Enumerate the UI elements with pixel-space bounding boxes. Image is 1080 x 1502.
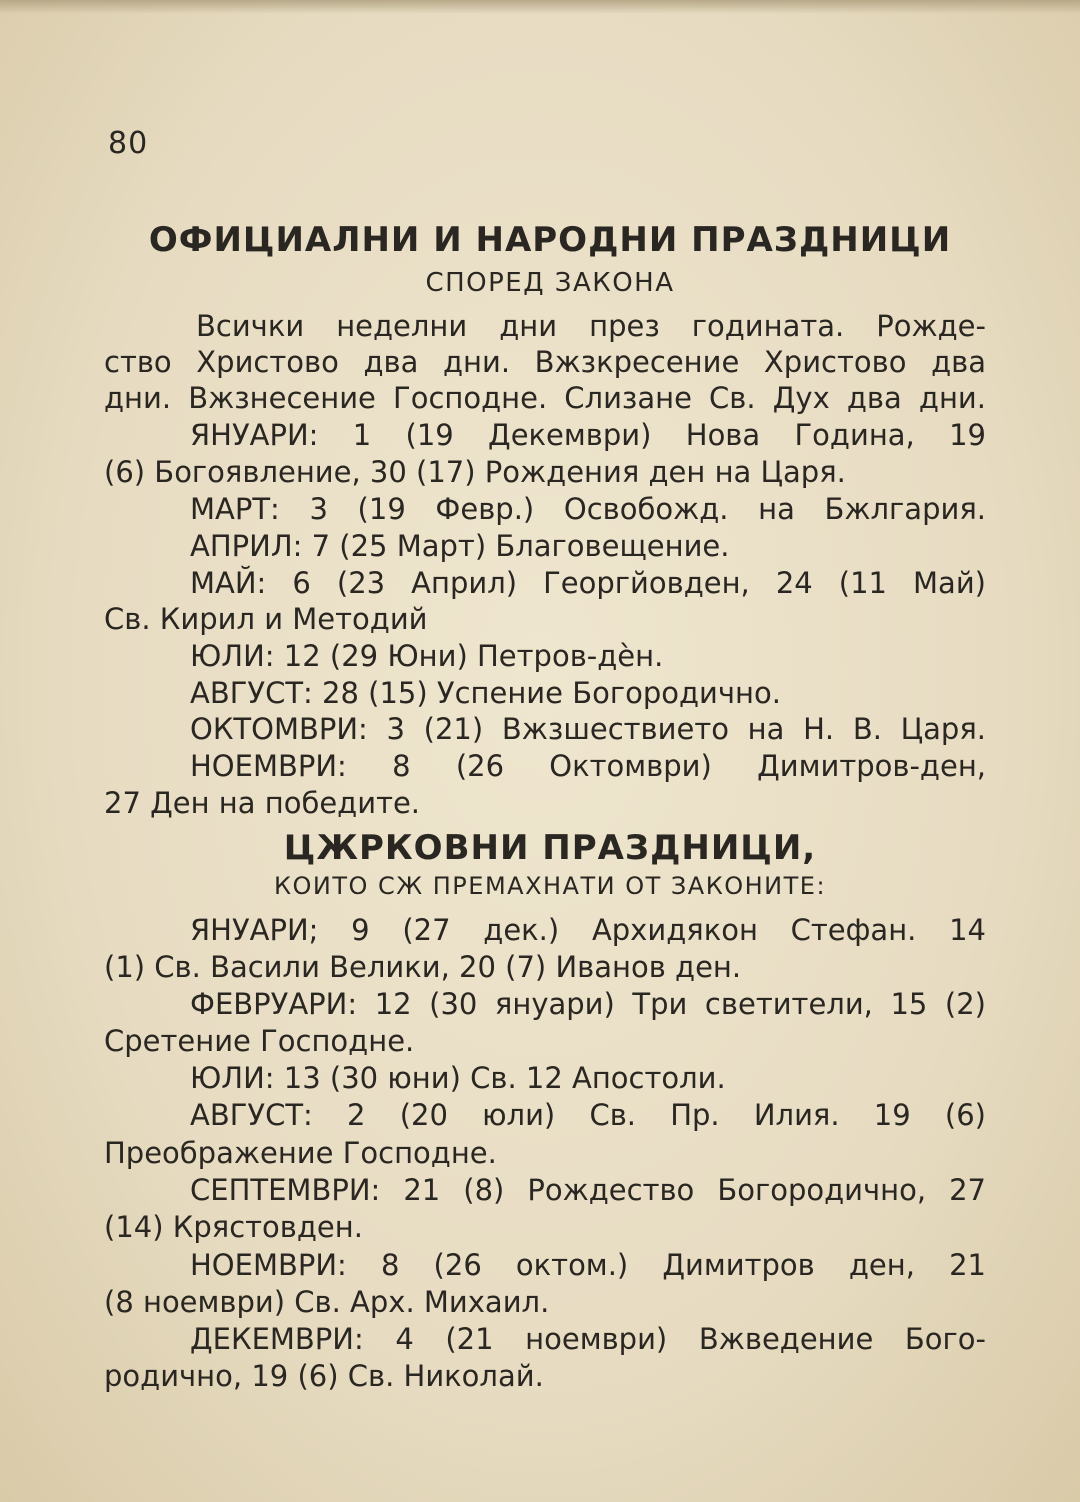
section2-line: АВГУСТ: 2 (20 юли) Св. Пр. Илия. 19 (6) (190, 1098, 986, 1132)
section2-line: Преображение Господне. (104, 1136, 497, 1170)
section1-line: ЮЛИ: 12 (29 Юни) Петров-дѐн. (190, 639, 664, 673)
section1-subtitle: СПОРЕД ЗАКОНА (425, 268, 675, 298)
section2-line: ЮЛИ: 13 (30 юни) Св. 12 Апостоли. (190, 1061, 726, 1095)
section2-line: ФЕВРУАРИ: 12 (30 януари) Три светители, 15 (2) (190, 987, 986, 1021)
section2-line: родично, 19 (6) Св. Николай. (104, 1359, 544, 1393)
section1-line: ЯНУАРИ: 1 (19 Декември) Нова Година, 19 (190, 418, 986, 452)
page-top-edge (0, 0, 1080, 14)
section1-line: 27 Ден на победите. (104, 786, 421, 820)
section2-line: Сретение Господне. (104, 1024, 415, 1058)
section1-title: ОФИЦИАЛНИ И НАРОДНИ ПРАЗДНИЦИ (148, 220, 952, 260)
section1-line: Св. Кирил и Методий (104, 602, 428, 636)
section1-line: АВГУСТ: 28 (15) Успение Богородично. (190, 676, 781, 710)
section2-line: НОЕМВРИ: 8 (26 октом.) Димитров ден, 21 (190, 1248, 986, 1282)
section2-title: ЦЖРКОВНИ ПРАЗДНИЦИ, (283, 828, 817, 868)
section2-line: СЕПТЕМВРИ: 21 (8) Рождество Богородично, 27 (190, 1173, 986, 1207)
section1-line: МАЙ: 6 (23 Април) Георгйовден, 24 (11 Май) (190, 566, 986, 600)
section1-line: МАРТ: 3 (19 Февр.) Освобожд. на Бжлгария. (190, 492, 986, 526)
section2-subtitle: КОИТО СЖ ПРЕМАХНАТИ ОТ ЗАКОНИТЕ: (273, 872, 827, 900)
section2-line: (8 ноември) Св. Арх. Михаил. (104, 1285, 550, 1319)
section1-line: Всички неделни дни през годината. Рожде- (196, 309, 986, 343)
section1-line: (6) Богоявление, 30 (17) Рождения ден на Царя. (104, 455, 846, 489)
section2-line: (1) Св. Васили Велики, 20 (7) Иванов ден. (104, 950, 742, 984)
section1-line: АПРИЛ: 7 (25 Март) Благовещение. (190, 529, 730, 563)
page-number: 80 (108, 126, 149, 161)
section1-line: дни. Вжзнесение Господне. Слизане Св. Дух два дни. (104, 381, 986, 415)
section2-line: ЯНУАРИ; 9 (27 дек.) Архидякон Стефан. 14 (190, 913, 986, 947)
section2-line: ДЕКЕМВРИ: 4 (21 ноември) Вжведение Бого- (190, 1322, 986, 1356)
section1-line: ство Христово два дни. Вжзкресение Христово два (104, 345, 986, 379)
section2-line: (14) Крястовден. (104, 1210, 363, 1244)
section1-line: НОЕМВРИ: 8 (26 Октомври) Димитров-ден, (190, 749, 986, 783)
section1-line: ОКТОМВРИ: 3 (21) Вжзшествието на Н. В. Царя. (190, 712, 986, 746)
